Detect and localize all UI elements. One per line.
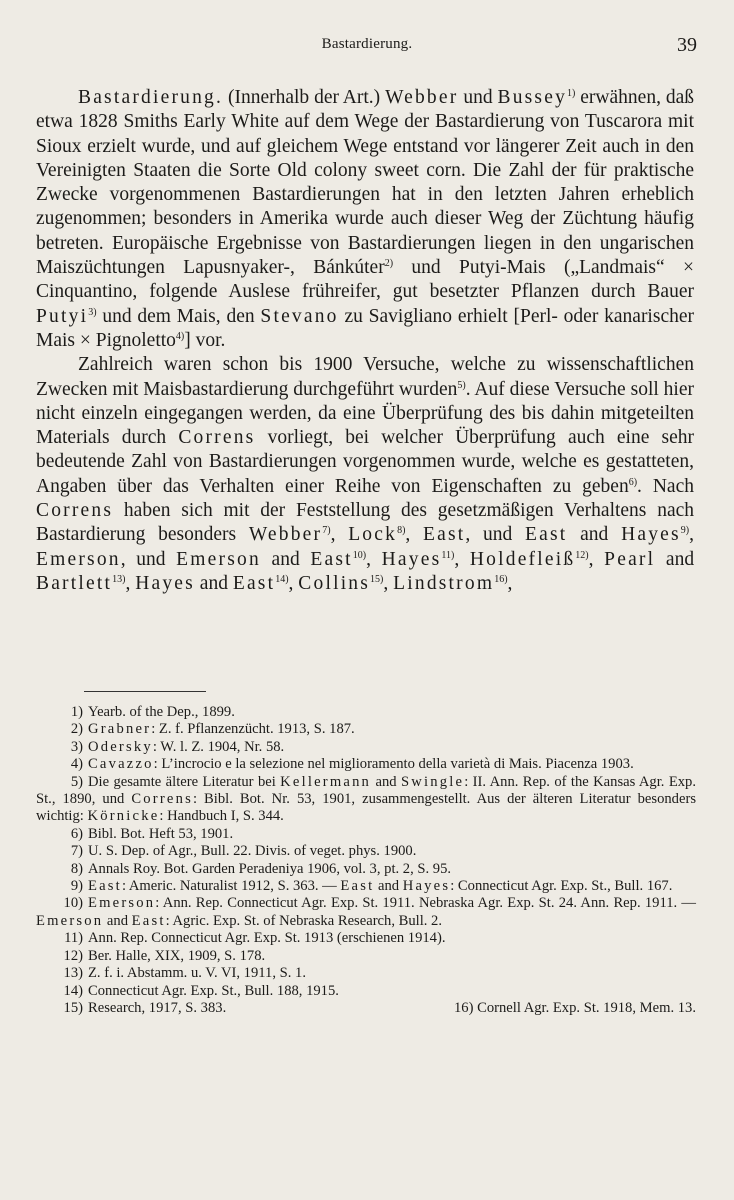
footnote-number: 11)	[64, 930, 83, 947]
footnote-ref[interactable]: 10)	[352, 549, 367, 561]
author-name: East	[423, 524, 466, 546]
text-run: and	[655, 548, 695, 570]
footnotes	[36, 704, 696, 1017]
footnote-text: Annals Roy. Bot. Garden Peradeniya 1906, vol. 3, pt. 2, S. 95.	[88, 860, 452, 877]
footnote-4	[36, 756, 696, 773]
footnote-text: and	[103, 912, 132, 929]
text-run: ,	[125, 572, 136, 594]
author-name: Lock	[348, 524, 398, 546]
author-name: Correns	[178, 427, 256, 449]
author-name: Odersky	[88, 738, 153, 755]
text-run: und	[458, 87, 498, 108]
author-name: Hayes	[402, 878, 451, 895]
author-name: East	[232, 572, 276, 594]
author-name: Lindstrom	[393, 572, 495, 594]
author-name: Emerson	[36, 912, 104, 929]
footnote-number: 1)	[70, 704, 83, 720]
footnote-text: Research, 1917, S. 383.	[88, 999, 227, 1016]
text-run: , und	[120, 548, 177, 570]
text-run: . Nach	[637, 475, 694, 497]
footnote-number: 4)	[70, 756, 83, 773]
text-run: zu Savigliano erhielt [Perl- oder kanarischer Mais × Pignoletto	[36, 305, 694, 351]
footnote-text: : II. Ann. Rep. of the Kansas Agr. Exp. St., 1890, und	[36, 773, 696, 808]
footnote-text: Ann. Rep. Connecticut Agr. Exp. St. 1913 (erschienen 1914).	[88, 930, 446, 947]
text-run: and	[567, 524, 622, 546]
footnote-2	[36, 721, 696, 738]
author-name: Swingle	[400, 773, 465, 790]
text-run: and	[194, 572, 233, 594]
footnote-divider	[84, 691, 206, 692]
footnote-ref[interactable]: 1)	[567, 88, 576, 99]
footnote-number: 8)	[70, 860, 83, 877]
text-run: vorliegt, bei welcher Überprüfung auch eine sehr bedeutende Zahl von Bastardierungen vorgenommen wurde, welche es gestatteten, Angaben über das Verhalten einer Reihe von Eigenschaften zu geben	[36, 427, 694, 497]
footnote-line-15-16	[36, 1000, 696, 1017]
footnote-text: : Americ. Naturalist 1912, S. 363. —	[121, 878, 341, 895]
text-run: erwähnen, daß etwa 1828 Smiths Early White auf dem Wege der Bastardierung von Tuscarora mit Sioux erzielt wurde, und auf gleichem Wege entstand vor längerer Zeit auch in den Vereinigten Staaten die Sorte Old colony sweet corn. Die Zahl der für praktische Zwecke vorgenommenen Bastardierungen hat in den letzten Jahren erheblich zugenommen; besonders in Amerika wurde auch dieser Weg der Züchtung häufig betreten. Europäische Ergebnisse von Bastardierungen liegen in den ungarischen Maiszüchtungen Lapusnyaker-, Bánkúter	[36, 87, 694, 279]
author-name: Hayes	[381, 548, 442, 570]
footnote-text: Die gesamte ältere Literatur bei	[88, 773, 281, 790]
section-heading: Bastardierung.	[78, 87, 224, 108]
footnote-ref[interactable]: 6)	[628, 476, 638, 488]
text-run: ,	[383, 572, 394, 594]
footnote-text: Z. f. i. Abstamm. u. V. VI, 1911, S. 1.	[88, 965, 306, 982]
text-run: ,	[330, 524, 349, 546]
footnote-text: Ber. Halle, XIX, 1909, S. 178.	[88, 947, 266, 964]
author-name: East	[340, 878, 375, 895]
author-name: Holdefleiß	[469, 548, 576, 570]
author-name: Correns	[131, 791, 193, 808]
author-name: Webber	[385, 87, 459, 108]
text-run: haben sich mit der Feststellung des gesetzmäßigen Verhaltens nach Bastardierung besonders	[36, 500, 694, 546]
footnote-text: : Ann. Rep. Connecticut Agr. Exp. St. 1911. Nebraska Agr. Exp. St. 24. Ann. Rep. 1911. —	[155, 895, 696, 912]
author-name: Webber	[248, 524, 323, 546]
footnote-number: 16)	[453, 999, 474, 1016]
footnote-ref[interactable]: 4)	[175, 330, 185, 342]
author-name: Bartlett	[36, 572, 113, 594]
author-name: Cavazzo	[88, 756, 154, 773]
paragraph-2	[36, 353, 694, 596]
text-run: ] vor.	[184, 329, 226, 351]
footnote-ref[interactable]: 13)	[112, 573, 126, 585]
text-run: ,	[588, 548, 605, 570]
footnote-ref[interactable]: 7)	[322, 525, 331, 537]
footnote-text: Cornell Agr. Exp. St. 1918, Mem. 13.	[477, 999, 696, 1016]
footnote-12	[36, 948, 696, 965]
footnote-number: 12)	[63, 947, 83, 964]
footnote-text: and	[371, 773, 401, 790]
author-name: East	[88, 878, 122, 895]
footnote-number: 15)	[63, 999, 83, 1016]
footnote-number: 14)	[63, 982, 83, 999]
author-name: Bussey	[497, 87, 568, 108]
footnote-5	[36, 774, 696, 826]
footnote-number: 10)	[63, 895, 83, 912]
author-name: Stevano	[260, 305, 339, 327]
footnote-ref[interactable]: 8)	[397, 525, 406, 537]
body-text	[36, 86, 694, 596]
text-run: (Innerhalb der Art.)	[223, 87, 386, 108]
footnote-13	[36, 965, 696, 982]
footnote-1	[36, 704, 696, 721]
text-run: ,	[689, 524, 695, 546]
author-name: East	[525, 524, 568, 546]
footnote-text: and	[374, 878, 403, 895]
footnote-ref[interactable]: 14)	[275, 573, 289, 585]
author-name: Emerson	[36, 548, 121, 570]
footnote-ref[interactable]: 2)	[384, 258, 394, 270]
author-name: East	[310, 548, 353, 570]
author-name: East	[131, 912, 166, 929]
footnote-text: : Handbuch I, S. 344.	[159, 808, 284, 825]
footnote-ref[interactable]: 11)	[441, 549, 455, 561]
footnote-number: 9)	[70, 878, 83, 895]
author-name: Emerson	[176, 548, 261, 570]
text-run: ,	[288, 572, 299, 594]
footnote-11	[36, 930, 696, 947]
footnote-8	[36, 861, 696, 878]
footnote-ref[interactable]: 3)	[88, 306, 97, 318]
footnote-text: Connecticut Agr. Exp. St., Bull. 188, 1915.	[88, 982, 339, 999]
footnote-14	[36, 983, 696, 1000]
footnote-text: : L’incrocio e la selezione nel miglioramento della varietà di Mais. Piacenza 1903.	[153, 756, 634, 773]
footnote-7	[36, 843, 696, 860]
footnote-ref[interactable]: 12)	[575, 549, 589, 561]
author-name: Collins	[298, 572, 371, 594]
page-number: 39	[677, 34, 697, 56]
text-run: ,	[507, 572, 513, 594]
author-name: Putyi	[36, 305, 89, 327]
footnote-number: 3)	[70, 738, 83, 755]
footnote-15	[36, 1000, 226, 1017]
footnote-text: Bibl. Bot. Heft 53, 1901.	[88, 825, 234, 842]
text-run: Zahlreich waren schon bis 1900 Versuche, welche zu wissenschaftlichen Zwecken mit Maisbastardierung durchgeführt wurden	[36, 354, 694, 400]
text-run: ,	[405, 524, 424, 546]
footnote-ref[interactable]: 16)	[494, 573, 508, 585]
footnote-number: 6)	[70, 825, 83, 842]
footnote-text: : Connecticut Agr. Exp. St., Bull. 167.	[450, 878, 673, 895]
text-run: and	[260, 548, 311, 570]
footnote-text: : Agric. Exp. St. of Nebraska Research, Bull. 2.	[165, 912, 443, 929]
footnote-text: U. S. Dep. of Agr., Bull. 22. Divis. of veget. phys. 1900.	[88, 843, 417, 860]
footnote-text: : Z. f. Pflanzenzücht. 1913, S. 187.	[151, 721, 355, 738]
running-title: Bastardierung.	[321, 36, 413, 52]
text-run: ,	[366, 548, 382, 570]
text-run: und dem Mais, den	[96, 305, 261, 327]
page-header	[0, 36, 734, 58]
author-name: Hayes	[135, 572, 195, 594]
footnote-number: 5)	[70, 773, 83, 790]
text-run: . Auf diese Versuche soll hier nicht einzeln eingegangen werden, da eine Überprüfung des bis dahin mitgeteilten Materials durch	[36, 378, 694, 449]
footnote-3	[36, 739, 696, 756]
author-name: Körnicke	[87, 808, 160, 825]
text-run: und Putyi-Mais („Landmais“ × Cinquantino, folgende Auslese frühreifer, gut besetzter Pflanzen durch Bauer	[36, 257, 694, 303]
footnote-6	[36, 826, 696, 843]
text-run: , und	[465, 524, 526, 546]
footnote-text: : W. l. Z. 1904, Nr. 58.	[152, 738, 285, 755]
paragraph-1	[36, 86, 694, 353]
footnote-number: 2)	[70, 721, 83, 738]
text-run: ,	[454, 548, 470, 570]
footnote-ref[interactable]: 9)	[680, 525, 690, 537]
author-name: Kellermann	[280, 773, 372, 790]
author-name: Grabner	[88, 721, 152, 738]
footnote-10	[36, 895, 696, 930]
footnote-text: : Bibl. Bot. Nr. 53, 1901, zusammengestellt. Aus der älteren Literatur besonders wichtig:	[36, 791, 696, 825]
footnote-number: 7)	[70, 843, 83, 860]
footnote-16	[454, 1000, 696, 1017]
footnote-number: 13)	[63, 965, 83, 982]
footnote-9	[36, 878, 696, 895]
footnote-text: Yearb. of the Dep., 1899.	[88, 704, 235, 720]
author-name: Emerson	[88, 895, 156, 912]
author-name: Hayes	[621, 524, 681, 546]
author-name: Correns	[36, 500, 114, 522]
footnote-ref[interactable]: 15)	[370, 573, 384, 585]
author-name: Pearl	[604, 548, 656, 570]
footnote-ref[interactable]: 5)	[457, 379, 466, 391]
